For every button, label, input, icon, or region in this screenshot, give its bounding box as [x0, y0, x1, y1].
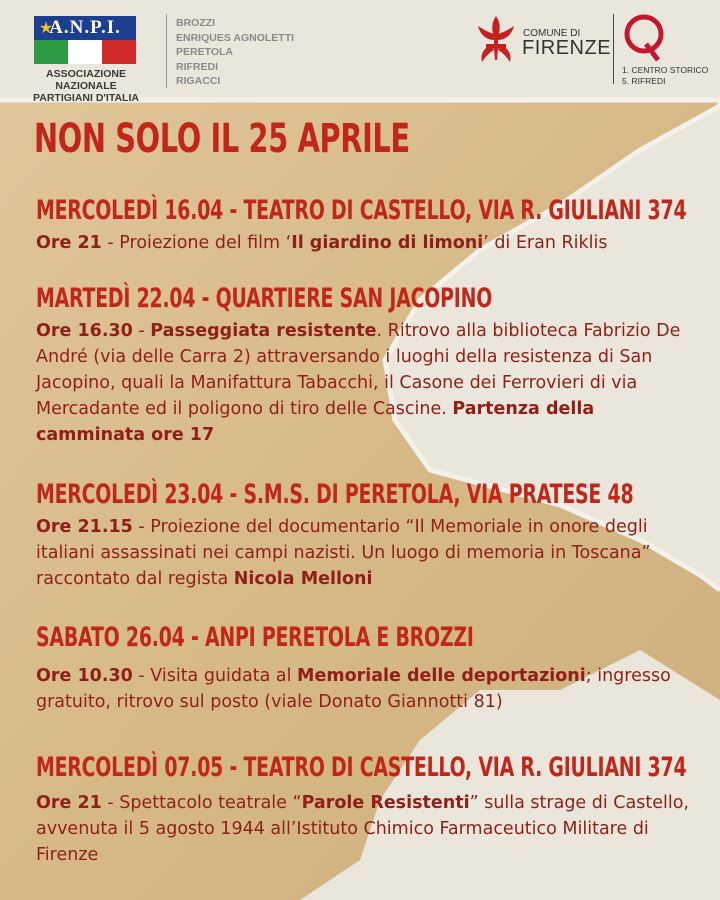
event-description: [36, 790, 706, 868]
event-heading: MARTEDÌ 22.04 - QUARTIERE SAN JACOPINO: [36, 283, 493, 314]
event-description: [36, 514, 706, 592]
emphasis-text: Parole Resistenti: [301, 793, 470, 813]
section-item: ENRIQUES AGNOLETTI: [176, 31, 295, 44]
header-divider: [613, 14, 614, 84]
section-item: RIGACCI: [176, 75, 221, 87]
quartiere-item: 5. RIFREDI: [622, 76, 666, 86]
emphasis-text: Passeggiata resistente: [150, 321, 377, 341]
emphasis-text: Ore 21.15: [36, 517, 133, 537]
body-text: ; ingresso gratuito, ritrovo sul posto (viale Donato Giannotti 81): [36, 666, 671, 712]
emphasis-text: Ore 21: [36, 233, 102, 253]
page-title: NON SOLO IL 25 APRILE: [34, 116, 410, 162]
body-text: - Proiezione del film ‘: [101, 233, 292, 253]
emphasis-text: Il giardino di limoni: [291, 233, 484, 253]
body-text: - Spettacolo teatrale “: [101, 793, 302, 813]
quartieri-list: [622, 65, 708, 87]
italian-flag-icon: [34, 40, 136, 64]
florence-lily-icon: [474, 14, 518, 64]
quartiere-q-logo-icon: [620, 10, 670, 64]
emphasis-text: Nicola Melloni: [233, 569, 373, 589]
body-text: -: [132, 321, 151, 341]
section-item: PERETOLA: [176, 46, 233, 58]
emphasis-text: Memoriale delle deportazioni: [297, 666, 586, 686]
anpi-logo-text: A.N.P.I.: [34, 16, 136, 40]
body-text: . Ritrovo alla biblioteca Fabrizio De André (via delle Carra 2) attraversando i luoghi della resistenza di San Jacopino, quali la Manifattura Tabacchi, il Casone dei Ferrovieri di via Mercadante ed il poligono di tiro delle Cascine.: [36, 321, 681, 419]
emphasis-text: Ore 10.30: [36, 666, 133, 686]
star-icon: ★: [38, 18, 54, 37]
body-text: - Visita guidata al: [132, 666, 298, 686]
event-description: [36, 230, 706, 256]
body-text: ’ di Eran Riklis: [483, 233, 608, 253]
event-description: [36, 663, 706, 715]
body-text: ” sulla strage di Castello, avvenuta il 5 agosto 1944 all’Istituto Chimico Farmaceutico Militare di Firenze: [36, 793, 689, 865]
anpi-sections-list: [176, 16, 294, 89]
anpi-subtitle: ASSOCIAZIONE NAZIONALE PARTIGIANI D'ITALIA: [33, 68, 139, 104]
emphasis-text: Ore 21: [36, 793, 102, 813]
comune-label: COMUNE DI: [523, 28, 581, 39]
section-item: RIFREDI: [176, 60, 218, 73]
event-heading: MERCOLEDÌ 23.04 - S.M.S. DI PERETOLA, VIA PRATESE 48: [36, 479, 634, 510]
emphasis-text: Ore 16.30: [36, 321, 133, 341]
body-text: - Proiezione del documentario “Il Memoriale in onore degli italiani assassinati nei campi nazisti. Un luogo di memoria in Toscana” raccontato dal regista: [36, 517, 651, 589]
header-bar: [0, 0, 720, 104]
event-description: [36, 318, 706, 448]
event-heading: MERCOLEDÌ 07.05 - TEATRO DI CASTELLO, VIA R. GIULIANI 374: [36, 752, 687, 783]
quartiere-item: 1. CENTRO STORICO: [622, 65, 709, 75]
section-item: BROZZI: [176, 17, 216, 29]
emphasis-text: Partenza della camminata ore 17: [36, 399, 595, 445]
comune-name: FIRENZE: [522, 37, 612, 59]
header-divider: [166, 14, 167, 88]
event-heading: SABATO 26.04 - ANPI PERETOLA E BROZZI: [36, 622, 474, 653]
event-heading: MERCOLEDÌ 16.04 - TEATRO DI CASTELLO, VIA R. GIULIANI 374: [36, 195, 687, 226]
